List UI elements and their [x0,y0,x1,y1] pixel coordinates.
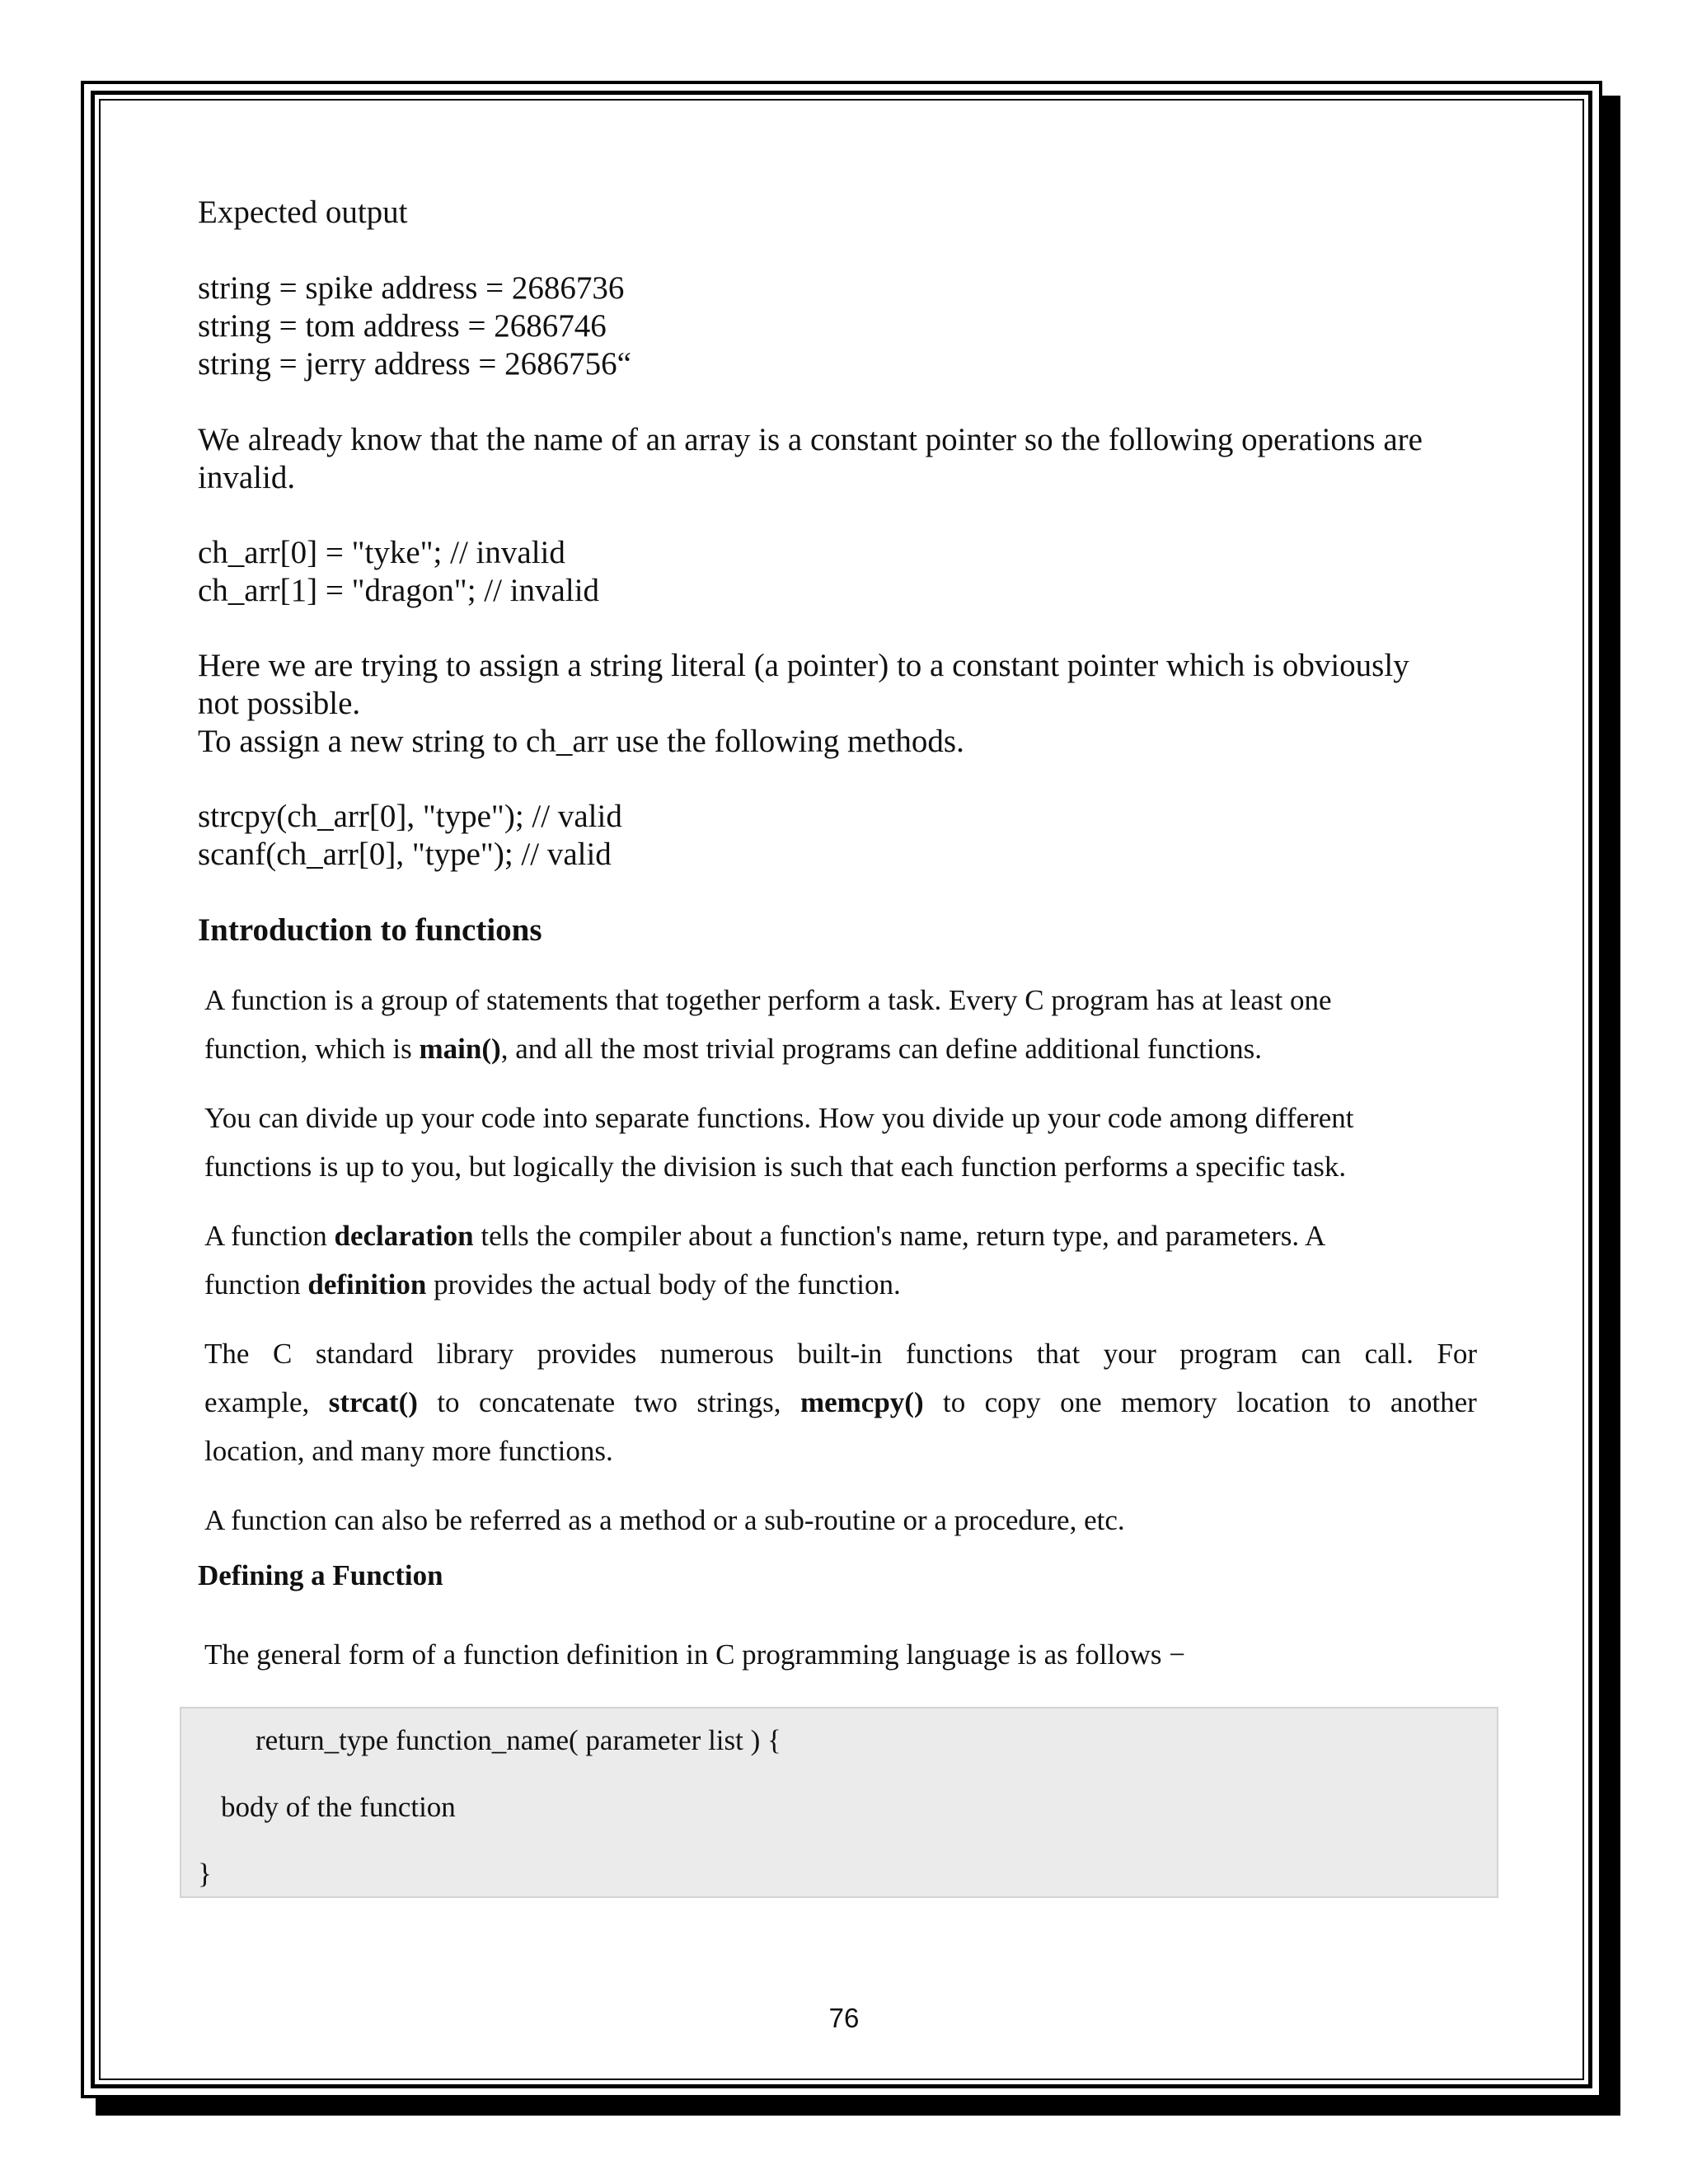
invalid-code-line: ch_arr[1] = "dragon"; // invalid [198,573,600,608]
p4-word: standard [315,1338,414,1370]
p1-line [204,1032,1262,1066]
valid-code-line: scanf(ch_arr[0], "type"); // valid [198,837,612,872]
p1-line: A function is a group of statements that together perform a task. Every C program has at least one [204,984,1332,1016]
paragraph-invalid-line: invalid. [198,460,296,495]
p4-word: numerous [659,1338,774,1370]
main-function-name: main() [419,1033,501,1065]
p3-line [204,1268,901,1302]
p3-text: provides the actual body of the function. [426,1268,901,1301]
p4-word: location [1236,1386,1329,1418]
invalid-code-line: ch_arr[0] = "tyke"; // invalid [198,535,565,570]
output-line: string = tom address = 2686746 [198,308,607,344]
definition-term: definition [307,1268,427,1301]
output-line: string = jerry address = 2686756“ [198,346,631,382]
p4-word: memory [1121,1386,1217,1418]
p4-word: library [436,1338,514,1370]
paragraph-assign-line: To assign a new string to ch_arr use the following methods. [198,724,964,759]
code-line: } [198,1858,212,1890]
p4-word: can [1301,1338,1342,1370]
p4-word: call. [1364,1338,1414,1370]
p4-word: that [1036,1338,1081,1370]
p4-line [204,1337,1477,1371]
p2-line: functions is up to you, but logically the division is such that each function performs a specific task. [204,1151,1347,1183]
p4-word: For [1437,1338,1477,1370]
p4-word: another [1390,1386,1477,1418]
paragraph-assign-line: not possible. [198,686,361,721]
p4-word: to [437,1386,460,1418]
p4-word: copy [984,1386,1041,1418]
p2-line: You can divide up your code into separate functions. How you divide up your code among different [204,1102,1354,1134]
code-line: body of the function [221,1791,456,1823]
p4-word: built-in [797,1338,883,1370]
memcpy-function-name: memcpy() [799,1386,924,1418]
p4-word: provides [537,1338,637,1370]
p3-text: tells the compiler about a function's name, return type, and parameters. A [473,1220,1326,1252]
page-number: 76 [828,2003,860,2033]
p4-word: two [634,1386,678,1418]
paragraph-assign-line: Here we are trying to assign a string literal (a pointer) to a constant pointer which is obviously [198,648,1409,683]
p4-word: one [1060,1386,1102,1418]
strcat-function-name: strcat() [328,1386,418,1418]
defining-heading: Defining a Function [198,1559,443,1591]
p4-line [204,1385,1477,1420]
declaration-term: declaration [334,1220,474,1252]
p4-word: to [943,1386,966,1418]
output-line: string = spike address = 2686736 [198,270,625,306]
p5-line: A function can also be referred as a method or a sub-routine or a procedure, etc. [204,1504,1125,1536]
p1-text: function, which is [204,1033,420,1065]
paragraph-invalid-line: We already know that the name of an array is a constant pointer so the following operations are [198,422,1423,457]
p4-word: to [1348,1386,1372,1418]
p4-word: your [1103,1338,1156,1370]
code-block [180,1707,1498,1898]
p4-word: example, [204,1386,310,1418]
p3-text: function [204,1268,308,1301]
p4-word: functions [905,1338,1014,1370]
p4-word: strings, [696,1386,781,1418]
p4-word: C [272,1338,293,1370]
p6-line: The general form of a function definition in C programming language is as follows − [204,1638,1185,1671]
code-line: return_type function_name( parameter list ) { [256,1724,781,1756]
p4-word: program [1179,1338,1278,1370]
p4-word: The [204,1338,250,1370]
p4-line: location, and many more functions. [204,1435,613,1467]
p3-text: A function [204,1220,335,1252]
p4-word: concatenate [478,1386,616,1418]
intro-heading: Introduction to functions [198,912,542,948]
p1-text: , and all the most trivial programs can define additional functions. [500,1033,1263,1065]
expected-output-label: Expected output [198,194,408,230]
p3-line [204,1219,1325,1254]
valid-code-line: strcpy(ch_arr[0], "type"); // valid [198,799,622,834]
